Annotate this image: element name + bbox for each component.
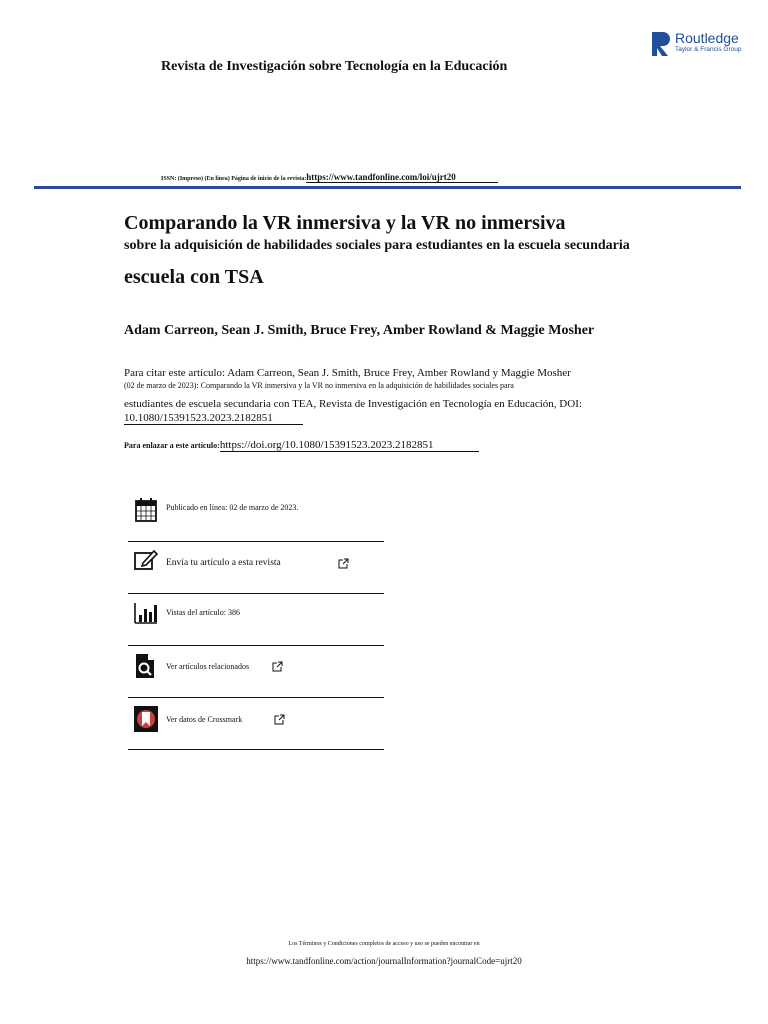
external-link-icon[interactable] (338, 558, 349, 569)
panel-divider (128, 697, 384, 698)
search-document-icon (134, 653, 158, 679)
article-title-end: escuela con TSA (124, 266, 264, 288)
journal-homepage-link[interactable]: https://www.tandfonline.com/loi/ujrt20 (306, 172, 498, 183)
citation-doi-link[interactable]: 10.1080/15391523.2023.2182851 (124, 412, 303, 425)
article-link-row (124, 435, 479, 453)
crossmark-link[interactable]: Ver datos de Crossmark (166, 715, 243, 724)
panel-divider (128, 541, 384, 542)
submit-article-link[interactable]: Envía tu artículo a esta revista (166, 558, 281, 568)
bar-chart-icon (134, 601, 158, 627)
related-articles-row[interactable] (128, 653, 384, 681)
routledge-logo-icon (652, 30, 670, 58)
citation-line-3: estudiantes de escuela secundaria con TEA, Revista de Investigación en Tecnología en Educación, DOI: (124, 398, 582, 410)
published-online-row (128, 497, 384, 523)
publisher-logo[interactable] (652, 30, 752, 60)
article-views-count: Vistas del artículo: 386 (166, 608, 240, 617)
submit-article-row[interactable] (128, 548, 384, 578)
citation-line-1: Para citar este artículo: Adam Carreon, Sean J. Smith, Bruce Frey, Amber Rowland y Maggie Mosher (124, 367, 571, 379)
issn-line (161, 172, 498, 182)
external-link-icon[interactable] (272, 661, 283, 672)
crossmark-icon (134, 706, 158, 732)
external-link-icon[interactable] (274, 714, 285, 725)
panel-divider (128, 749, 384, 750)
article-views-row (128, 601, 384, 627)
edit-icon (134, 548, 158, 574)
article-doi-link[interactable]: https://doi.org/10.1080/15391523.2023.2182851 (220, 439, 479, 452)
article-link-label: Para enlazar a este artículo: (124, 441, 220, 450)
panel-divider (128, 645, 384, 646)
panel-divider (128, 593, 384, 594)
article-title: Comparando la VR inmersiva y la VR no inmersiva (124, 212, 566, 234)
crossmark-row[interactable] (128, 706, 384, 734)
citation-line-2: (02 de marzo de 2023): Comparando la VR inmersiva y la VR no inmersiva en la adquisición de habilidades sociales para (124, 381, 514, 390)
terms-link[interactable]: https://www.tandfonline.com/action/journalInformation?journalCode=ujrt20 (246, 956, 522, 966)
article-authors: Adam Carreon, Sean J. Smith, Bruce Frey, Amber Rowland & Maggie Mosher (124, 323, 595, 338)
journal-title: Revista de Investigación sobre Tecnología en la Educación (161, 59, 508, 74)
issn-label: ISSN: (Impreso) (En línea) Página de inicio de la revista: (161, 176, 307, 182)
article-title-continued: sobre la adquisición de habilidades sociales para estudiantes en la escuela secundaria (124, 238, 630, 253)
terms-notice: Los Términos y Condiciones completos de acceso y uso se pueden encontrar en (288, 941, 480, 947)
published-online-date: Publicado en línea: 02 de marzo de 2023. (166, 503, 299, 512)
related-articles-link[interactable]: Ver artículos relacionados (166, 662, 250, 671)
calendar-icon (134, 497, 158, 523)
header-divider (34, 186, 741, 189)
publisher-name: Routledge (675, 30, 739, 46)
publisher-subtitle: Taylor & Francis Group (675, 46, 742, 53)
